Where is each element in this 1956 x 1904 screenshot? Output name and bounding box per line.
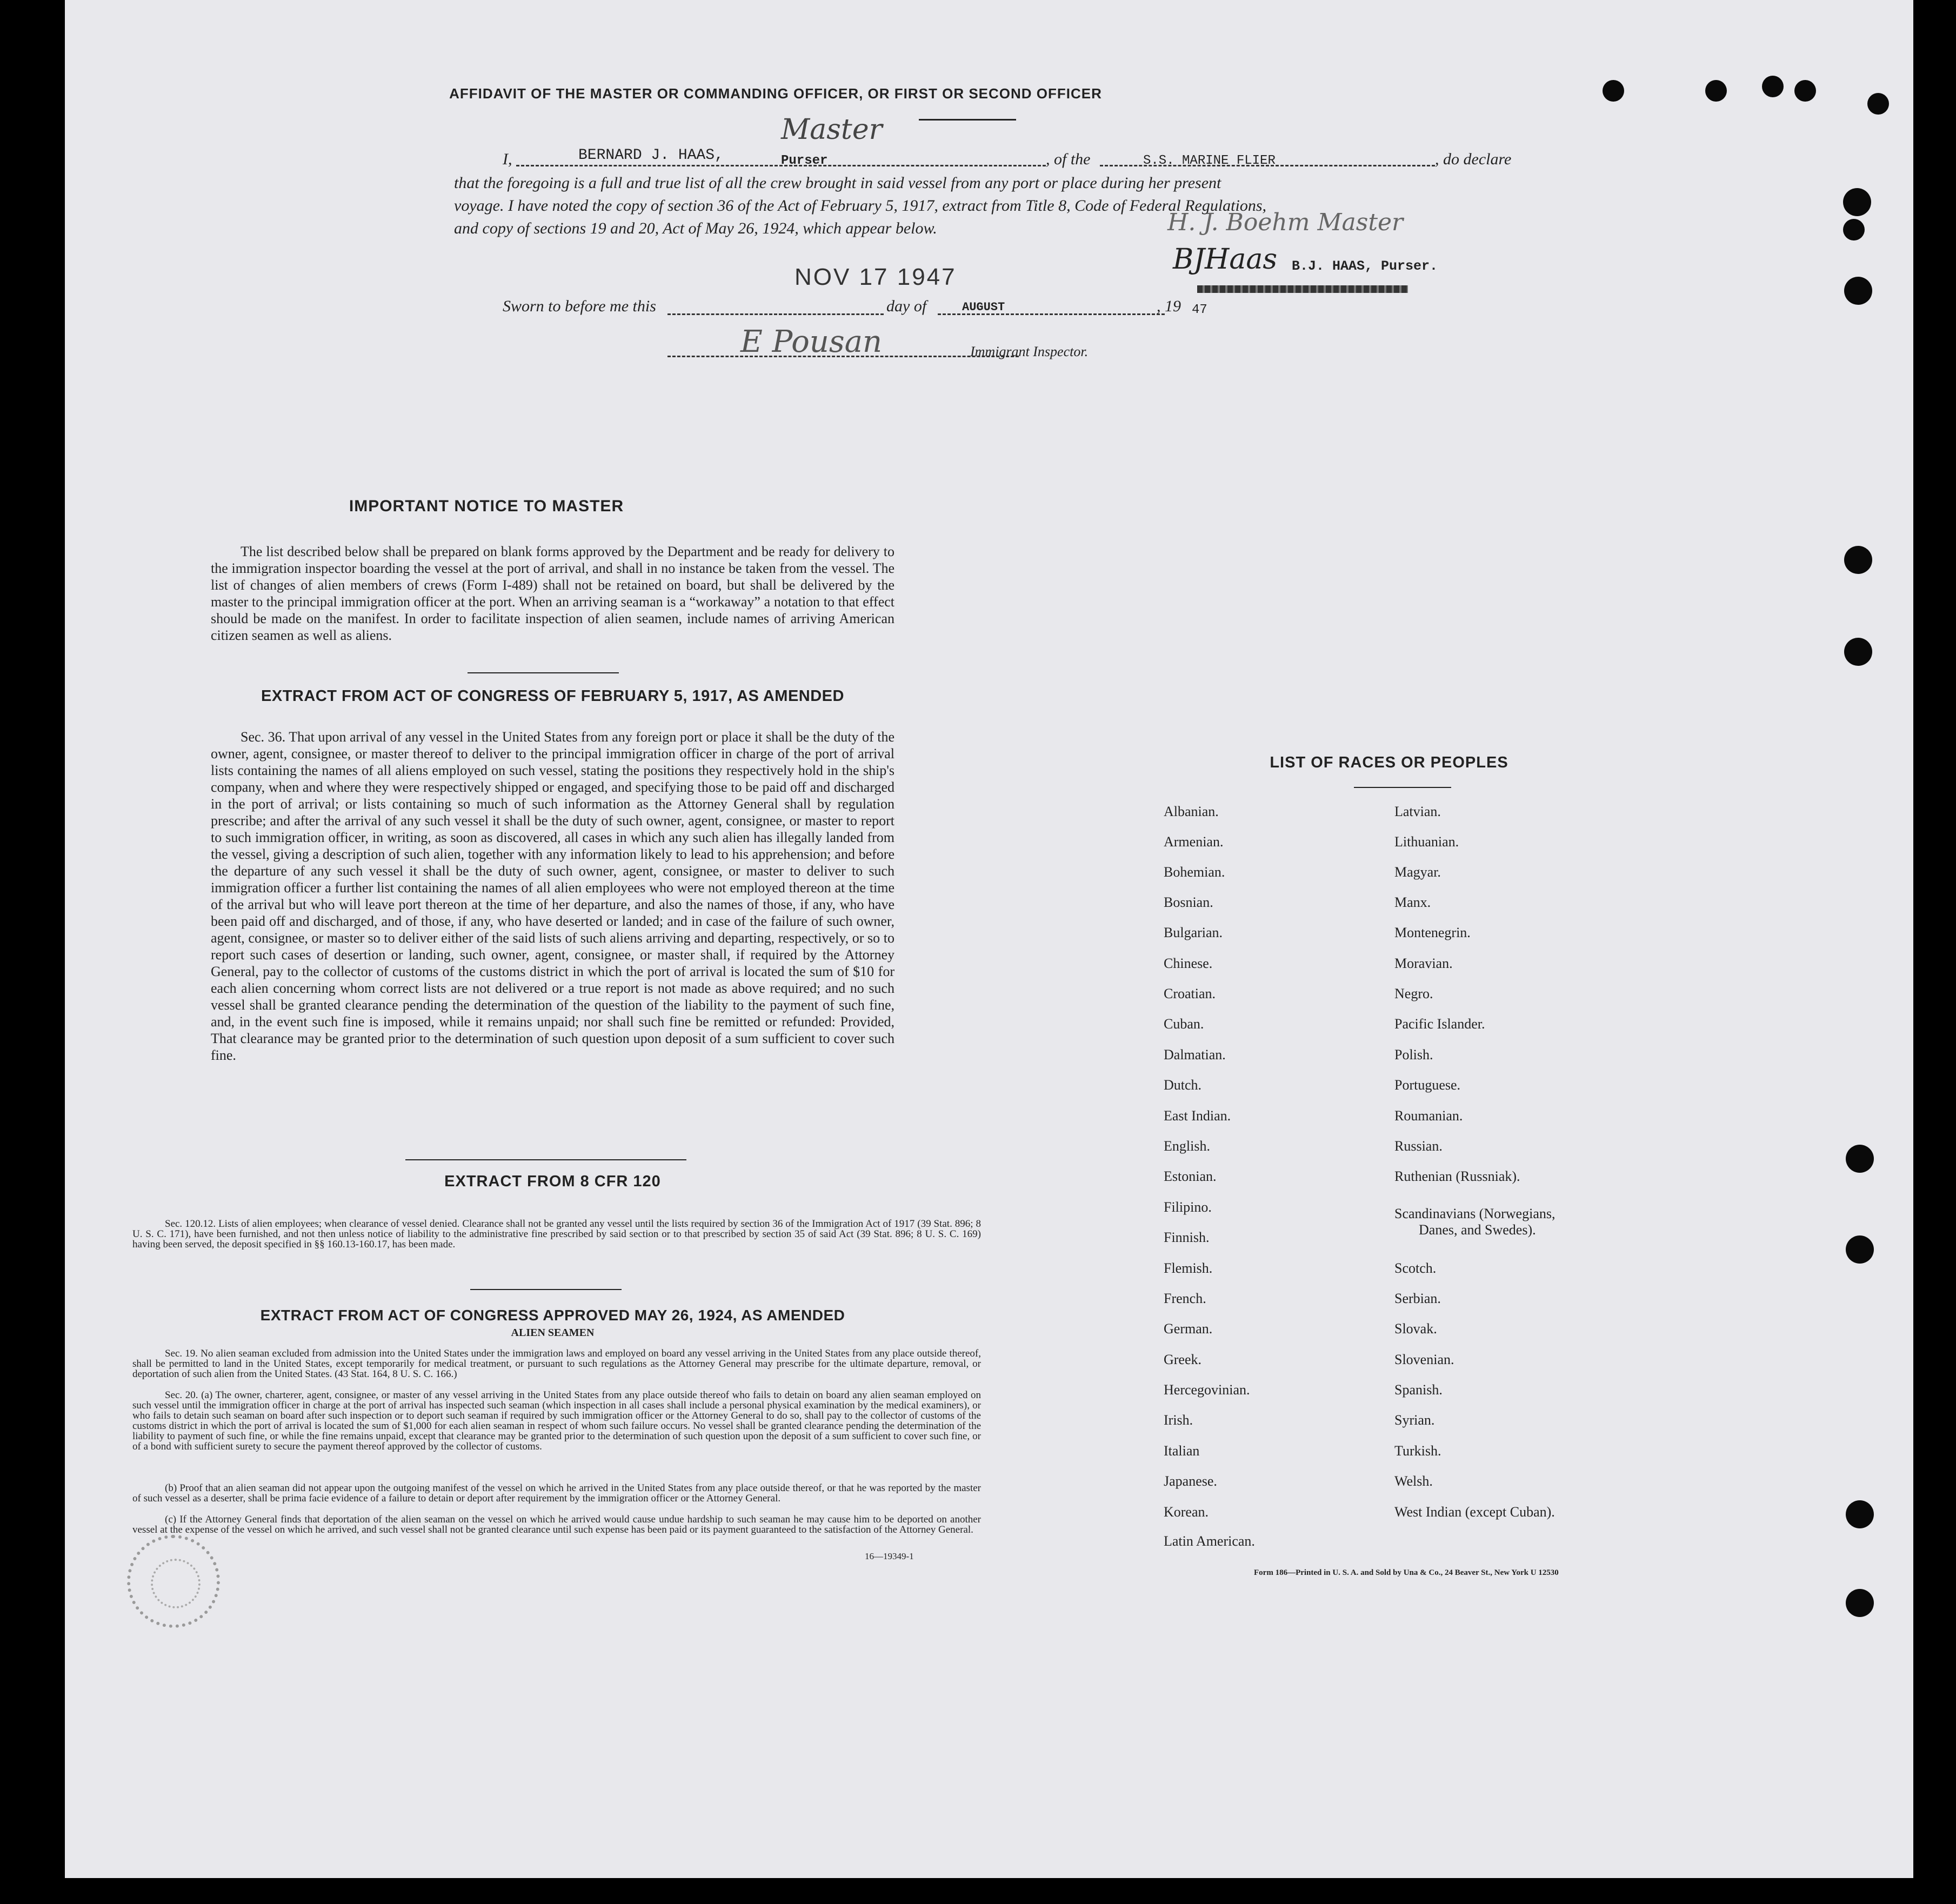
seal-inner-ring bbox=[151, 1559, 201, 1608]
sworn-label: Sworn to before me this bbox=[503, 297, 656, 315]
race-right-item: Spanish. bbox=[1394, 1382, 1443, 1398]
master-name: BERNARD J. HAAS, bbox=[578, 147, 724, 164]
extract-cfr-text: Sec. 120.12. Lists of alien employees; when clearance of vessel denied. Clearance shall not be granted any vessel until the lists required by section 36 of the Immigration Act of 1917 (39 Stat. 896; 8 U. S. C. 171), have been furnished, and not then unless notice of liability to the administrative fine prescribed by said section or to that prescribed by section 35 of said Act (39 Stat. 896; 8 U. S. C. 169) having been served, the deposit specified in §§ 160.13-160.17, has been made. bbox=[132, 1218, 981, 1250]
notice-rule bbox=[468, 672, 619, 673]
race-left-item: Bulgarian. bbox=[1164, 925, 1223, 940]
year-suffix: 47 bbox=[1192, 303, 1207, 317]
race-left-item: Cuban. bbox=[1164, 1016, 1204, 1032]
affidavit-i: I, bbox=[503, 150, 512, 168]
race-right-item: Montenegrin. bbox=[1394, 925, 1471, 940]
do-declare-label: , do declare bbox=[1435, 150, 1512, 168]
race-left-item: Greek. bbox=[1164, 1352, 1202, 1367]
binder-hole bbox=[1843, 219, 1865, 240]
race-right-item: Lithuanian. bbox=[1394, 834, 1459, 850]
extract-1917-text: Sec. 36. That upon arrival of any vessel in the United States from any foreign port or place it shall be the duty of the owner, agent, consignee, or master thereof to deliver to the principal immigration officer in charge of the port of arrival lists containing the names of all aliens employed on such vessel, stating the positions they respectively hold in the ship's company, when and where they were respectively shipped or engaged, and specifying those to be paid off and discharged in the port of arrival; or lists containing so much of such information as the Attorney General shall by regulation prescribe; and after the arrival of any such vessel it shall be the duty of such owner, agent, consignee, or master to report to such immigration officer, in writing, as soon as discovered, all cases in which any such alien has illegally landed from the vessel, giving a description of such alien, together with any information likely to lead to his apprehension; and before the departure of any such vessel it shall be the duty of such owner, agent, consignee, or master to deliver to such immigration officer a further list containing the names of all alien employees who were not employed thereon at the time of the arrival but who will leave port thereon at the time of her departure, and also the names of those, if any, who have been paid off and discharged, and of those, if any, who have deserted or landed; and in case of the failure of such owner, agent, consignee, or master so to deliver either of the said lists of such aliens arriving and departing, respectively, or so to report such cases of desertion or landing, such owner, agent, consignee, or master shall, if required by the Attorney General, pay to the collector of customs of the customs district in which the port of arrival is located the sum of $10 for each alien concerning whom correct lists are not delivered or a true report is not made as above required; and no such vessel shall be granted clearance pending the determination of the question of the liability to the payment of such fine, and, in the event such fine is imposed, while it remains unpaid; nor shall such fine be remitted or refunded: Provided, That clearance may be granted prior to the determination of such question upon deposit of a sum sufficient to cover such fine. bbox=[211, 729, 894, 1063]
title-typed: Purser bbox=[781, 153, 828, 168]
sec19-text: Sec. 19. No alien seaman excluded from admission into the United States under the immigration laws and employed on board any vessel arriving in the United States from any place outside thereof, shall be permitted to land in the United States, except temporarily for medical treatment, or pursuant to such regulations as the Attorney General may prescribe for the ultimate departure, removal, or deportation of such alien from the United States. (43 Stat. 164, 8 U. S. C. 166.) bbox=[132, 1348, 981, 1380]
race-left-item: English. bbox=[1164, 1138, 1210, 1154]
extract-cfr-heading: EXTRACT FROM 8 CFR 120 bbox=[444, 1173, 661, 1190]
year-prefix: , 19 bbox=[1157, 297, 1181, 315]
race-right-item: Portuguese. bbox=[1394, 1077, 1461, 1093]
document-page bbox=[65, 0, 1913, 1878]
race-left-item: Flemish. bbox=[1164, 1260, 1213, 1276]
race-left-item: Albanian. bbox=[1164, 804, 1219, 819]
purser-signature: BJHaas bbox=[1173, 243, 1278, 276]
race-left-item: Croatian. bbox=[1164, 986, 1216, 1001]
races-rule bbox=[1354, 787, 1451, 788]
day-line bbox=[667, 313, 884, 315]
binder-hole bbox=[1705, 80, 1727, 102]
extract-1924-heading: EXTRACT FROM ACT OF CONGRESS APPROVED MAY 26, 1924, AS AMENDED bbox=[260, 1307, 845, 1324]
race-left-item: Bohemian. bbox=[1164, 864, 1225, 880]
race-right-item: Welsh. bbox=[1394, 1473, 1433, 1489]
race-right-item: Magyar. bbox=[1394, 864, 1441, 880]
date-stamp: NOV 17 1947 bbox=[795, 264, 957, 290]
race-right-item: Slovenian. bbox=[1394, 1352, 1454, 1367]
race-right-item: Roumanian. bbox=[1394, 1108, 1463, 1124]
title-rule bbox=[919, 119, 1016, 121]
binder-hole bbox=[1844, 546, 1872, 574]
race-left-item: French. bbox=[1164, 1291, 1206, 1306]
race-right-item: Moravian. bbox=[1394, 956, 1453, 971]
race-left-item: East Indian. bbox=[1164, 1108, 1231, 1124]
sec20a-text: Sec. 20. (a) The owner, charterer, agent, consignee, or master of any vessel arriving in the United States from any place outside thereof who fails to detain on board any alien seaman employed on such vessel until the immigration officer in charge at the port of arrival has inspected such seaman (which inspection in all cases shall include a personal physical examination by the medical examiners), or who fails to detain such seaman on board after such inspection or to deport such seaman if required by such immigration officer or the Attorney General to do so, shall pay to the collector of customs of the customs district in which the port of arrival is located the sum of $1,000 for each alien seaman in respect of whom such failure occurs. No vessel shall be granted clearance pending the determination of the liability to payment of such fine, or while the fine remains unpaid, except that clearance may be granted prior to the determination of such question upon the deposit of a sum sufficient to cover such fine, or of a bond with sufficient surety to secure the payment thereof approved by the collector of customs. bbox=[132, 1389, 981, 1452]
binder-hole bbox=[1844, 638, 1872, 666]
affidavit-title: AFFIDAVIT OF THE MASTER OR COMMANDING OFFICER, OR FIRST OR SECOND OFFICER bbox=[449, 85, 1102, 102]
binder-hole bbox=[1867, 93, 1889, 115]
race-right-item: Pacific Islander. bbox=[1394, 1016, 1485, 1032]
sec20b-text: (b) Proof that an alien seaman did not appear upon the outgoing manifest of the vessel on which he arrived in the United States from any place outside thereof, or that he was reported by the master of such vessel as a deserter, shall be prima facie evidence of a failure to detain or deport after requirement by the immigration officer or the Attorney General. bbox=[132, 1482, 981, 1504]
form-code: 16—19349-1 bbox=[865, 1551, 914, 1561]
binder-hole bbox=[1603, 80, 1624, 102]
race-left-item: German. bbox=[1164, 1321, 1213, 1337]
race-left-item: Irish. bbox=[1164, 1412, 1193, 1428]
race-left-item: Filipino. bbox=[1164, 1199, 1212, 1215]
seal-stamp bbox=[127, 1535, 220, 1628]
race-right-item: Turkish. bbox=[1394, 1443, 1441, 1459]
race-left-item: Finnish. bbox=[1164, 1230, 1210, 1245]
race-left-item: Dutch. bbox=[1164, 1077, 1202, 1093]
race-left-item: Latin American. bbox=[1164, 1533, 1255, 1549]
race-right-item: Serbian. bbox=[1394, 1291, 1441, 1306]
sec20c-text: (c) If the Attorney General finds that deportation of the alien seaman on the vessel on which he arrived would cause undue hardship to such seaman he may cause him to be deported on another vessel at the expense of the vessel on which he arrived, and such vessel shall not be granted clearance until such expense has been paid or its payment guaranteed to the satisfaction of the Attorney General. bbox=[132, 1514, 981, 1535]
race-right-item: Syrian. bbox=[1394, 1412, 1435, 1428]
race-left-item: Hercegovinian. bbox=[1164, 1382, 1250, 1398]
vessel-name: S.S. MARINE FLIER bbox=[1143, 153, 1276, 168]
binder-hole bbox=[1762, 76, 1784, 97]
notice-text: The list described below shall be prepared on blank forms approved by the Department and be ready for delivery to the immigration inspector boarding the vessel at the port of arrival, and shall in no instance be taken from the vessel. The list of changes of alien members of crews (Form I-489) shall not be retained on board, but shall be delivered by the master to the principal immigration officer at the port. When an arriving seaman is a “workaway” a notation to that effect should be made on the manifest. In order to facilitate inspection of alien seamen, include names of arriving American citizen seamen as well as aliens. bbox=[211, 544, 894, 643]
race-right-item: Manx. bbox=[1394, 894, 1431, 910]
inspector-signature: E Pousan bbox=[740, 324, 883, 359]
race-left-item: Japanese. bbox=[1164, 1473, 1217, 1489]
extract-cfr-rule bbox=[470, 1289, 622, 1290]
inspector-label: Immigrant Inspector. bbox=[970, 344, 1089, 359]
binder-hole bbox=[1846, 1235, 1874, 1264]
binder-hole bbox=[1846, 1589, 1874, 1617]
race-left-item: Estonian. bbox=[1164, 1168, 1217, 1184]
race-right-item: Negro. bbox=[1394, 986, 1433, 1001]
affidavit-line2: that the foregoing is a full and true list of all the crew brought in said vessel from any port or place during her present bbox=[454, 174, 1221, 192]
race-right-item: Danes, and Swedes). bbox=[1419, 1222, 1536, 1238]
master-signature: H. J. Boehm Master bbox=[1167, 209, 1404, 236]
race-right-item: Slovak. bbox=[1394, 1321, 1437, 1337]
binder-hole bbox=[1843, 188, 1871, 216]
notice-heading: IMPORTANT NOTICE TO MASTER bbox=[349, 497, 624, 515]
affidavit-line3: voyage. I have noted the copy of section 36 of the Act of February 5, 1917, extract from Title 8, Code of Federal Regulations, bbox=[454, 197, 1267, 215]
race-left-item: Dalmatian. bbox=[1164, 1047, 1226, 1063]
of-the-label: , of the bbox=[1046, 150, 1091, 168]
race-left-item: Bosnian. bbox=[1164, 894, 1213, 910]
binder-hole bbox=[1794, 80, 1816, 102]
race-right-item: Polish. bbox=[1394, 1047, 1433, 1063]
race-right-item: West Indian (except Cuban). bbox=[1394, 1504, 1555, 1520]
day-of-label: day of bbox=[886, 297, 927, 315]
race-right-item: Russian. bbox=[1394, 1138, 1443, 1154]
affidavit-line4: and copy of sections 19 and 20, Act of May 26, 1924, which appear below. bbox=[454, 219, 937, 237]
race-left-item: Armenian. bbox=[1164, 834, 1224, 850]
typed-signature: B.J. HAAS, Purser. bbox=[1292, 258, 1438, 274]
title-handwritten: Master bbox=[781, 113, 883, 146]
binder-hole bbox=[1846, 1500, 1874, 1528]
binder-hole bbox=[1844, 277, 1872, 305]
month-value: AUGUST bbox=[962, 300, 1005, 314]
race-right-item: Ruthenian (Russniak). bbox=[1394, 1168, 1520, 1184]
extract-1917-heading: EXTRACT FROM ACT OF CONGRESS OF FEBRUARY 5, 1917, AS AMENDED bbox=[261, 687, 844, 705]
extract-1924-subheading: ALIEN SEAMEN bbox=[511, 1327, 595, 1339]
extract-1917-rule bbox=[405, 1159, 686, 1160]
struck-out-line bbox=[1197, 285, 1408, 293]
race-right-item: Scotch. bbox=[1394, 1260, 1437, 1276]
race-left-item: Korean. bbox=[1164, 1504, 1209, 1520]
race-left-item: Italian bbox=[1164, 1443, 1200, 1459]
races-heading: LIST OF RACES OR PEOPLES bbox=[1270, 754, 1508, 771]
binder-hole bbox=[1846, 1145, 1874, 1173]
race-right-item: Latvian. bbox=[1394, 804, 1441, 819]
form-printer-note: Form 186—Printed in U. S. A. and Sold by Una & Co., 24 Beaver St., New York U 12530 bbox=[1254, 1568, 1559, 1577]
race-left-item: Chinese. bbox=[1164, 956, 1213, 971]
race-right-item: Scandinavians (Norwegians, bbox=[1394, 1206, 1556, 1221]
